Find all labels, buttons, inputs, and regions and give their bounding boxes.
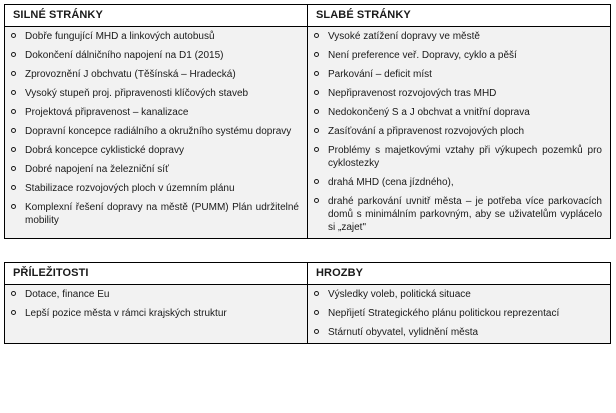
circle-bullet-icon	[314, 198, 319, 203]
circle-bullet-icon	[11, 310, 16, 315]
threats-list	[308, 288, 610, 339]
list-item: Dobře fungující MHD a linkových autobusů	[5, 30, 307, 43]
opportunities-heading: PŘÍLEŽITOSTI	[5, 263, 308, 285]
circle-bullet-icon	[11, 204, 16, 209]
opportunities-threats-list-row	[5, 285, 611, 344]
opportunities-threats-header-row	[5, 263, 611, 285]
circle-bullet-icon	[11, 71, 16, 76]
list-item: Nedokončený S a J obchvat a vnitřní doprava	[308, 106, 610, 119]
threats-heading: HROZBY	[308, 263, 611, 285]
opportunities-list	[5, 288, 307, 320]
list-item: Dopravní koncepce radiálního a okružního systému dopravy	[5, 125, 307, 138]
list-item: Lepší pozice města v rámci krajských struktur	[5, 307, 307, 320]
list-item: Zasíťování a připravenost rozvojových ploch	[308, 125, 610, 138]
strengths-list	[5, 30, 307, 227]
weaknesses-list	[308, 30, 610, 234]
circle-bullet-icon	[314, 109, 319, 114]
list-item: Problémy s majetkovými vztahy při výkupech pozemků pro cyklostezky	[308, 144, 610, 170]
list-item: Výsledky voleb, politická situace	[308, 288, 610, 301]
circle-bullet-icon	[314, 291, 319, 296]
list-item: Zprovoznění J obchvatu (Těšínská – Hradecká)	[5, 68, 307, 81]
list-item: Komplexní řešení dopravy na městě (PUMM) Plán udržitelné mobility	[5, 201, 307, 227]
list-item: drahé parkování uvnitř města – je potřeba více parkovacích domů s minimálním parkovným, aby se uživatelům vyplácelo si „zajet"	[308, 195, 610, 234]
swot-table	[4, 4, 611, 344]
circle-bullet-icon	[314, 128, 319, 133]
weaknesses-heading: SLABÉ STRÁNKY	[308, 5, 611, 27]
circle-bullet-icon	[314, 310, 319, 315]
circle-bullet-icon	[314, 52, 319, 57]
list-item: Dobrá koncepce cyklistické dopravy	[5, 144, 307, 157]
list-item: Stárnutí obyvatel, vylidnění města	[308, 326, 610, 339]
circle-bullet-icon	[314, 71, 319, 76]
list-item: Parkování – deficit míst	[308, 68, 610, 81]
spacer-cell	[5, 239, 308, 263]
circle-bullet-icon	[314, 33, 319, 38]
list-item: Nepřijetí Strategického plánu politickou reprezentací	[308, 307, 610, 320]
spacer-cell	[308, 239, 611, 263]
circle-bullet-icon	[11, 109, 16, 114]
circle-bullet-icon	[11, 166, 16, 171]
strengths-cell	[5, 27, 308, 239]
list-item: Dobré napojení na železniční síť	[5, 163, 307, 176]
list-item: Stabilizace rozvojových ploch v územním plánu	[5, 182, 307, 195]
circle-bullet-icon	[11, 128, 16, 133]
list-item: Projektová připravenost – kanalizace	[5, 106, 307, 119]
circle-bullet-icon	[11, 291, 16, 296]
swot-document	[4, 4, 610, 344]
list-item: Není preference veř. Dopravy, cyklo a pěší	[308, 49, 610, 62]
weaknesses-cell	[308, 27, 611, 239]
table-spacer-row	[5, 239, 611, 263]
circle-bullet-icon	[314, 329, 319, 334]
circle-bullet-icon	[11, 90, 16, 95]
circle-bullet-icon	[314, 90, 319, 95]
circle-bullet-icon	[11, 185, 16, 190]
list-item: drahá MHD (cena jízdného),	[308, 176, 610, 189]
strengths-weaknesses-header-row	[5, 5, 611, 27]
strengths-heading: SILNÉ STRÁNKY	[5, 5, 308, 27]
list-item: Dokončení dálničního napojení na D1 (2015)	[5, 49, 307, 62]
circle-bullet-icon	[11, 52, 16, 57]
circle-bullet-icon	[11, 33, 16, 38]
strengths-weaknesses-list-row	[5, 27, 611, 239]
circle-bullet-icon	[314, 179, 319, 184]
opportunities-cell	[5, 285, 308, 344]
circle-bullet-icon	[314, 147, 319, 152]
list-item: Vysoký stupeň proj. připravenosti klíčových staveb	[5, 87, 307, 100]
list-item: Dotace, finance Eu	[5, 288, 307, 301]
circle-bullet-icon	[11, 147, 16, 152]
threats-cell	[308, 285, 611, 344]
list-item: Nepřipravenost rozvojových tras MHD	[308, 87, 610, 100]
list-item: Vysoké zatížení dopravy ve městě	[308, 30, 610, 43]
